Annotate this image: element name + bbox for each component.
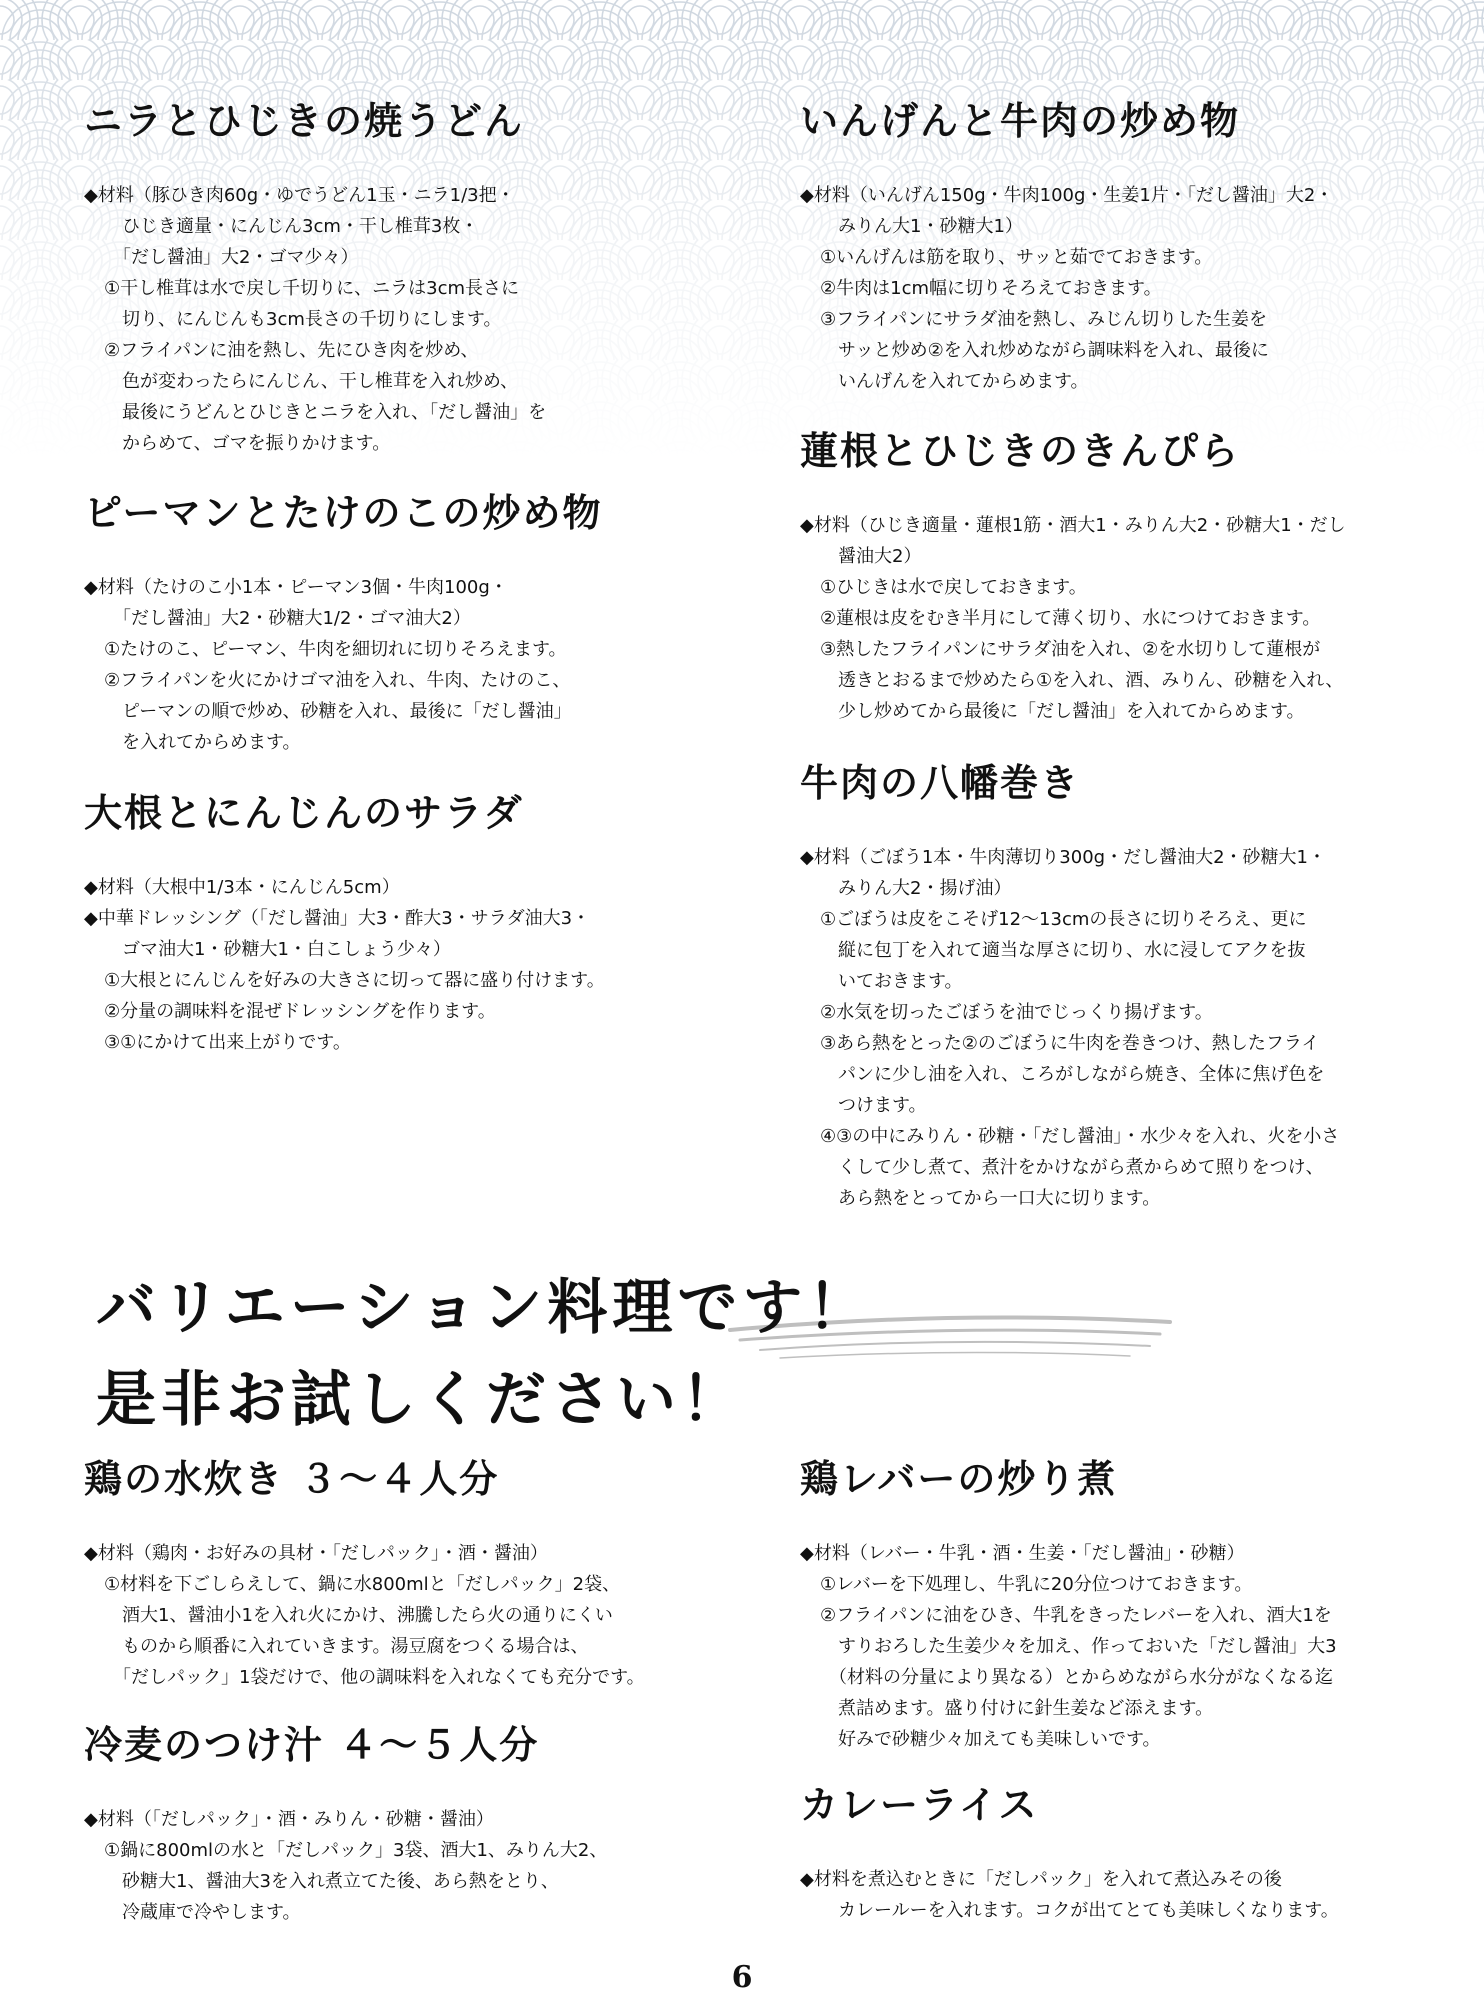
step-line: パンに少し油を入れ、ころがしながら焼き、全体に焦げ色を — [820, 1063, 1325, 1085]
step-line: サッと炒め②を入れ炒めながら調味料を入れ、最後に — [820, 339, 1269, 361]
recipe-daikon-salad — [84, 790, 744, 1058]
step-line: 色が変わったらにんじん、干し椎茸を入れ炒め、 — [104, 370, 519, 392]
step-line: ②水気を切ったごぼうを油でじっくり揚げます。 — [820, 1001, 1213, 1023]
step-line: ②牛肉は1cm幅に切りそろえておきます。 — [820, 277, 1162, 299]
recipe-yawata-maki — [800, 760, 1440, 1214]
ingredients-line: みりん大1・砂糖大1） — [820, 215, 1023, 237]
banner-line: バリエーション料理です！ — [96, 1273, 873, 1343]
step-line: ①たけのこ、ピーマン、牛肉を細切れに切りそろえます。 — [104, 638, 567, 660]
variation-banner — [96, 1262, 872, 1446]
recipe-nira-udon — [84, 98, 744, 459]
step-line: ③①にかけて出来上がりです。 — [104, 1031, 351, 1053]
step-line: 好みで砂糖少々加えても美味しいです。 — [820, 1728, 1161, 1750]
recipe-ingen — [800, 98, 1440, 397]
ingredients-line: ◆ 材料（レバー・牛乳・酒・生姜・「だし醤油」・砂糖） — [800, 1538, 1440, 1569]
ingredients-line: みりん大2・揚げ油） — [820, 877, 1012, 899]
step-line: ①いんげんは筋を取り、サッと茹でておきます。 — [820, 246, 1213, 268]
ingredients-line: ◆ 材料（「だしパック」・酒・みりん・砂糖・醤油） — [84, 1804, 744, 1835]
ingredients-line: ◆ 材料（豚ひき肉60g・ゆでうどん1玉・ニラ1/3把・ — [84, 180, 744, 211]
recipe-title: 鶏の水炊き ３～４人分 — [84, 1456, 500, 1501]
step-line: からめて、ゴマを振りかけます。 — [104, 432, 391, 454]
recipe-title: 冷麦のつけ汁 ４～５人分 — [84, 1722, 540, 1767]
step-line: いておきます。 — [820, 970, 963, 992]
recipe-chicken-liver — [800, 1456, 1440, 1755]
step-line: ①レバーを下処理し、牛乳に20分位つけておきます。 — [820, 1573, 1253, 1595]
step-line: 切り、にんじんも3cm長さの千切りにします。 — [104, 308, 502, 330]
ingredients-line: ◆ 材料（大根中1/3本・にんじん5cm） — [84, 872, 744, 903]
step-line: 冷蔵庫で冷やします。 — [104, 1901, 301, 1923]
step-line: ③あら熱をとった②のごぼうに牛肉を巻きつけ、熱したフライ — [820, 1032, 1320, 1054]
ingredients-line: ◆ 材料（ひじき適量・蓮根1筋・酒大1・みりん大2・砂糖大1・だし — [800, 510, 1440, 541]
step-line: 酒大1、醤油小1を入れ火にかけ、沸騰したら火の通りにくい — [104, 1604, 613, 1626]
recipe-mizutaki — [84, 1456, 744, 1693]
step-line: すりおろした生姜少々を加え、作っておいた「だし醤油」大3 — [820, 1635, 1337, 1657]
step-line: を入れてからめます。 — [104, 731, 301, 753]
step-line: 少し炒めてから最後に「だし醤油」を入れてからめます。 — [820, 700, 1305, 722]
recipe-title: いんげんと牛肉の炒め物 — [800, 98, 1241, 143]
recipe-title: ニラとひじきの焼うどん — [84, 98, 525, 143]
ingredients-line: カレールーを入れます。コクが出てとても美味しくなります。 — [820, 1899, 1339, 1921]
dressing-line: ◆ 中華ドレッシング（「だし醤油」大3・酢大3・サラダ油大3・ — [84, 903, 744, 934]
step-line: ものから順番に入れていきます。湯豆腐をつくる場合は、 — [104, 1635, 589, 1657]
banner-line: 是非お試しください！ — [96, 1365, 746, 1435]
page-number: 6 — [731, 1960, 753, 1995]
recipe-title: 牛肉の八幡巻き — [800, 760, 1081, 805]
recipe-title: 鶏レバーの炒り煮 — [800, 1456, 1118, 1501]
dressing-line: ゴマ油大1・砂糖大1・白こしょう少々） — [104, 938, 451, 960]
recipe-curry — [800, 1782, 1440, 1926]
ingredients-line: ひじき適量・にんじん3cm・干し椎茸3枚・ — [104, 215, 479, 237]
step-line: いんげんを入れてからめます。 — [820, 370, 1089, 392]
step-line: ②フライパンに油をひき、牛乳をきったレバーを入れ、酒大1を — [820, 1604, 1332, 1626]
recipe-title: ピーマンとたけのこの炒め物 — [84, 490, 603, 535]
step-line: ①材料を下ごしらえして、鍋に水800mlと「だしパック」2袋、 — [104, 1573, 621, 1595]
recipe-renkon-kinpira — [800, 428, 1440, 727]
step-line: 最後にうどんとひじきとニラを入れ、「だし醤油」を — [104, 401, 547, 423]
recipe-title: 大根とにんじんのサラダ — [84, 790, 524, 835]
step-line: ③フライパンにサラダ油を熱し、みじん切りした生姜を — [820, 308, 1268, 330]
ingredients-line: 「だし醤油」大2・砂糖大1/2・ゴマ油大2） — [104, 607, 471, 629]
step-line: ①鍋に800mlの水と「だしパック」3袋、酒大1、みりん大2、 — [104, 1839, 608, 1861]
step-line: ②フライパンを火にかけゴマ油を入れ、牛肉、たけのこ、 — [104, 669, 571, 691]
step-line: ②蓮根は皮をむき半月にして薄く切り、水につけておきます。 — [820, 607, 1321, 629]
step-line: ②フライパンに油を熱し、先にひき肉を炒め、 — [104, 339, 479, 361]
step-line: つけます。 — [820, 1094, 927, 1116]
ingredients-line: 醤油大2） — [820, 545, 922, 567]
ingredients-line: ◆ 材料（いんげん150g・牛肉100g・生姜1片・「だし醤油」大2・ — [800, 180, 1440, 211]
recipe-piman — [84, 490, 744, 758]
step-line: ①ひじきは水で戻しておきます。 — [820, 576, 1087, 598]
ingredients-line: ◆ 材料（ごぼう1本・牛肉薄切り300g・だし醤油大2・砂糖大1・ — [800, 842, 1440, 873]
step-line: くして少し煮て、煮汁をかけながら煮からめて照りをつけ、 — [820, 1156, 1324, 1178]
ingredients-line: 「だし醤油」大2・ゴマ少々） — [104, 246, 359, 268]
step-line: ①ごぼうは皮をこそげ12～13cmの長さに切りそろえ、更に — [820, 908, 1307, 930]
recipe-title: 蓮根とひじきのきんぴら — [800, 428, 1241, 473]
step-line: ③熱したフライパンにサラダ油を入れ、②を水切りして蓮根が — [820, 638, 1321, 660]
step-line: 煮詰めます。盛り付けに針生姜など添えます。 — [820, 1697, 1214, 1719]
step-line: 「だしパック」1袋だけで、他の調味料を入れなくても充分です。 — [104, 1666, 645, 1688]
step-line: あら熱をとってから一口大に切ります。 — [820, 1187, 1161, 1209]
step-line: ②分量の調味料を混ぜドレッシングを作ります。 — [104, 1000, 496, 1022]
recipe-title: カレーライス — [800, 1782, 1039, 1827]
recipe-hiyamugi — [84, 1722, 744, 1928]
ingredients-line: ◆ 材料を煮込むときに「だしパック」を入れて煮込みその後 — [800, 1864, 1440, 1895]
step-line: ①大根とにんじんを好みの大きさに切って器に盛り付けます。 — [104, 969, 605, 991]
step-line: 砂糖大1、醤油大3を入れ煮立てた後、あら熱をとり、 — [104, 1870, 559, 1892]
step-line: ④③の中にみりん・砂糖・「だし醤油」・水少々を入れ、火を小さ — [820, 1125, 1340, 1147]
step-line: 縦に包丁を入れて適当な厚さに切り、水に浸してアクを抜 — [820, 939, 1306, 961]
step-line: ピーマンの順で炒め、砂糖を入れ、最後に「だし醤油」 — [104, 700, 572, 722]
step-line: 透きとおるまで炒めたら①を入れ、酒、みりん、砂糖を入れ、 — [820, 669, 1344, 691]
ingredients-line: ◆ 材料（鶏肉・お好みの具材・「だしパック」・酒・醤油） — [84, 1538, 744, 1569]
step-line: ①干し椎茸は水で戻し千切りに、ニラは3cm長さに — [104, 277, 520, 299]
step-line: （材料の分量により異なる）とからめながら水分がなくなる迄 — [820, 1666, 1333, 1688]
ingredients-line: ◆ 材料（たけのこ小1本・ピーマン3個・牛肉100g・ — [84, 572, 744, 603]
